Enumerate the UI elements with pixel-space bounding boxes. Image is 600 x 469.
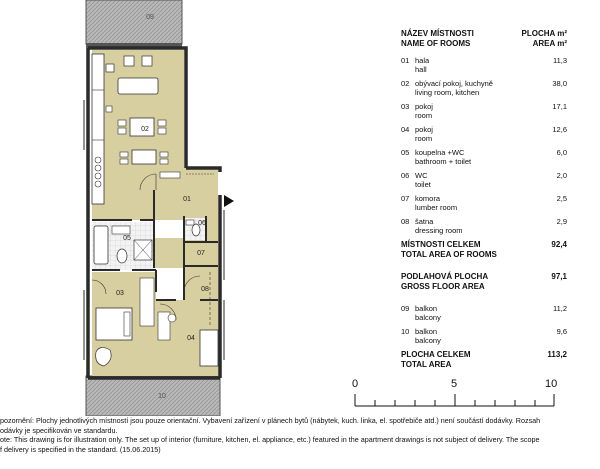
legend-header-area-en: AREA m² [532, 39, 567, 48]
room-num: 02 [401, 79, 410, 88]
total-area-value: 113,2 [547, 350, 567, 359]
room-name-en: balcony [415, 313, 441, 322]
room-name-en: hall [415, 65, 427, 74]
room-name-en: lumber room [415, 203, 458, 212]
legend-row-10 [401, 327, 567, 345]
legend-header-name-en: NAME OF ROOMS [401, 39, 471, 48]
total-rooms-value: 92,4 [551, 240, 567, 249]
scale-bar [352, 378, 556, 408]
total-rooms-row [401, 240, 567, 260]
room-name-en: toilet [415, 180, 431, 189]
room-label-08: 08 [201, 286, 209, 293]
gross-area-en: GROSS FLOOR AREA [401, 282, 485, 291]
room-label-01: 01 [183, 196, 191, 203]
room-num: 04 [401, 125, 410, 134]
room-name-en: bathroom + toilet [415, 157, 472, 166]
disclaimer-line: f delivery is specified in the standard. (15.06.2015) [0, 444, 161, 454]
gross-area-row [401, 272, 567, 292]
room-area: 12,6 [552, 125, 567, 134]
disclaimer-line: pozornění: Plochy jednotlivých místností jsou pouze orientační. Vybavení zařízení v plánech bytů (nábytek, kuch. linka, el. spotřebiče atd.) není součástí dodávky. Rozsah [0, 416, 541, 425]
room-07-floor [192, 243, 218, 265]
room-area: 6,0 [556, 148, 567, 157]
room-name-cz: balkon [415, 327, 438, 336]
room-label-02: 02 [141, 126, 149, 133]
room-area: 2,5 [556, 194, 567, 203]
scale-ruler [352, 378, 556, 408]
scale-label-5: 5 [451, 378, 458, 390]
room-name-en: room [415, 134, 433, 143]
room-label-04: 04 [187, 335, 195, 342]
room-area: 9,6 [556, 327, 567, 336]
room-area: 2,9 [556, 217, 567, 226]
legend-row-05 [401, 148, 567, 166]
room-num: 03 [401, 102, 410, 111]
bathtub-icon [94, 226, 108, 264]
room-area: 2,0 [556, 171, 567, 180]
disclaimer-note [0, 416, 596, 454]
room-num: 07 [401, 194, 410, 203]
disclaimer-line: ote: This drawing is for illustration only. The set up of interior (furniture, kitchen, el. appliance, etc.) featured in the apartment drawings is not subject of delivery. The scope [0, 435, 540, 445]
total-rooms-en: TOTAL AREA OF ROOMS [401, 250, 497, 259]
room-num: 06 [401, 171, 410, 180]
legend-row-06 [401, 171, 567, 189]
room-num: 09 [401, 304, 410, 313]
room-area: 11,3 [552, 56, 567, 65]
room-label-10: 10 [158, 393, 166, 400]
room-name-cz: šatna [415, 217, 434, 226]
total-area-en: TOTAL AREA [401, 360, 452, 369]
disclaimer-line: odávky je specifikován ve standardu. [0, 425, 118, 435]
scale-label-0: 0 [352, 378, 359, 390]
room-num: 10 [401, 327, 410, 336]
legend-row-02 [401, 79, 567, 97]
room-num: 01 [401, 56, 410, 65]
total-area-row [401, 350, 567, 370]
room-name-cz: komora [415, 194, 441, 203]
balcony-10 [86, 376, 220, 416]
room-name-en: dressing room [415, 226, 463, 235]
gross-area-cz: PODLAHOVÁ PLOCHA [401, 272, 489, 281]
room-label-09: 09 [146, 14, 154, 21]
room-name-cz: obývací pokoj, kuchyně [415, 79, 493, 88]
room-label-05: 05 [123, 235, 131, 242]
legend-row-04 [401, 125, 567, 143]
room-name-cz: WC [415, 171, 428, 180]
entrance-arrow-icon [224, 195, 234, 207]
room-name-cz: koupelna +WC [415, 148, 465, 157]
room-num: 05 [401, 148, 410, 157]
balcony-09 [86, 0, 182, 44]
room-name-en: living room, kitchen [415, 88, 480, 97]
room-label-03: 03 [116, 290, 124, 297]
room-name-cz: pokoj [415, 125, 433, 134]
gross-area-value: 97,1 [551, 272, 567, 281]
legend-row-01 [401, 56, 567, 74]
legend-row-07 [401, 194, 567, 212]
room-area: 38,0 [552, 79, 567, 88]
legend-row-03 [401, 102, 567, 120]
room-name-cz: balkon [415, 304, 438, 313]
total-area-cz: PLOCHA CELKEM [401, 350, 471, 359]
sofa-icon [118, 78, 158, 94]
room-name-cz: pokoj [415, 102, 433, 111]
room-label-06: 06 [198, 220, 206, 227]
legend-header-area-cz: PLOCHA m² [521, 29, 567, 38]
legend-header-name-cz: NÁZEV MÍSTNOSTI [401, 29, 474, 38]
room-name-en: room [415, 111, 433, 120]
total-rooms-cz: MÍSTNOSTI CELKEM [401, 240, 481, 249]
room-name-cz: hala [415, 56, 430, 65]
legend-row-09 [401, 304, 567, 322]
legend-header [401, 29, 567, 49]
scale-label-10: 10 [545, 378, 558, 390]
room-legend [401, 29, 567, 382]
room-area: 11,2 [552, 304, 567, 313]
room-name-en: balcony [415, 336, 441, 345]
room-area: 17,1 [552, 102, 567, 111]
room-label-07: 07 [197, 250, 205, 257]
legend-row-08 [401, 217, 567, 235]
room-num: 08 [401, 217, 410, 226]
